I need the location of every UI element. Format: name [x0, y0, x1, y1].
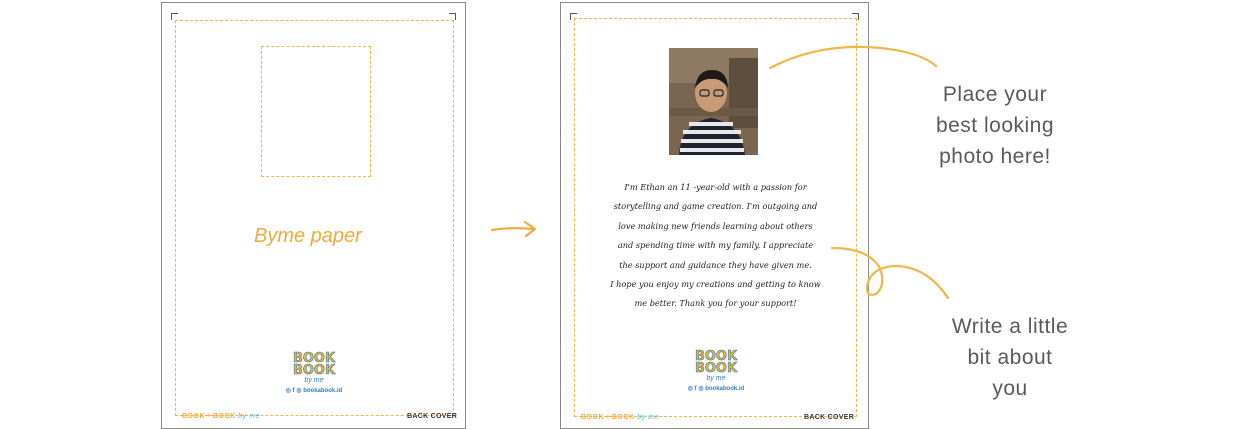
annotation-line: Place your: [942, 83, 1048, 106]
footer-brand-by: by me: [238, 413, 260, 420]
crop-mark: [171, 13, 178, 20]
footer-brand: [581, 414, 659, 421]
left-page: [161, 2, 466, 429]
logo-by: by me: [706, 375, 726, 382]
logo-line2: BOOK: [292, 363, 336, 378]
logo-social: ◎ f ◎ bookabook.id: [687, 386, 745, 392]
bio-line: and spending time with my family. I appreciate: [617, 240, 814, 251]
bio-text: [585, 178, 846, 314]
bio-line: love making new friends learning about others: [618, 220, 813, 231]
crop-mark: [449, 13, 456, 20]
arrow-right-icon: [490, 218, 540, 240]
photo-placeholder: [261, 46, 371, 177]
annotation-line: you: [992, 377, 1028, 400]
placeholder-text: Byme paper: [254, 225, 362, 247]
annotation-line: Write a little: [951, 315, 1069, 338]
logo-by: by me: [304, 377, 324, 384]
bio-line: storytelling and game creation. I'm outgoing and: [613, 201, 818, 212]
annotation-line: best looking: [935, 114, 1055, 137]
bio-line: me better. Thank you for your support!: [634, 298, 797, 309]
profile-photo: [669, 48, 758, 155]
brand-logo: [686, 351, 746, 392]
annotation-line: photo here!: [939, 145, 1051, 168]
boy-photo-image: [669, 48, 758, 155]
footer-brand-by: by me: [637, 414, 659, 421]
bio-line: I hope you enjoy my creations and getting to know: [610, 279, 821, 290]
annotation-line: bit about: [967, 346, 1053, 369]
footer-brand-name: BOOK • BOOK: [581, 414, 635, 421]
bio-line: the support and guidance they have given me.: [619, 259, 812, 270]
crop-mark: [570, 13, 577, 20]
logo-line1: BOOK: [694, 349, 738, 364]
annotation-photo: [905, 79, 1085, 172]
logo-social: ◎ f ◎ bookabook.id: [285, 388, 343, 394]
pointer-line-photo: [760, 40, 950, 80]
footer-back-cover: BACK COVER: [804, 414, 855, 421]
footer-back-cover: BACK COVER: [407, 413, 458, 420]
brand-logo: [284, 353, 344, 394]
bio-line: I'm Ethan an 11 -year-old with a passion for: [624, 182, 807, 192]
footer-brand: [182, 413, 260, 420]
logo-line1: BOOK: [292, 351, 336, 366]
logo-line2: BOOK: [694, 361, 738, 376]
crop-mark: [852, 13, 859, 20]
footer-brand-name: BOOK • BOOK: [182, 413, 236, 420]
annotation-bio: [920, 311, 1100, 404]
pointer-line-bio: [828, 238, 958, 308]
